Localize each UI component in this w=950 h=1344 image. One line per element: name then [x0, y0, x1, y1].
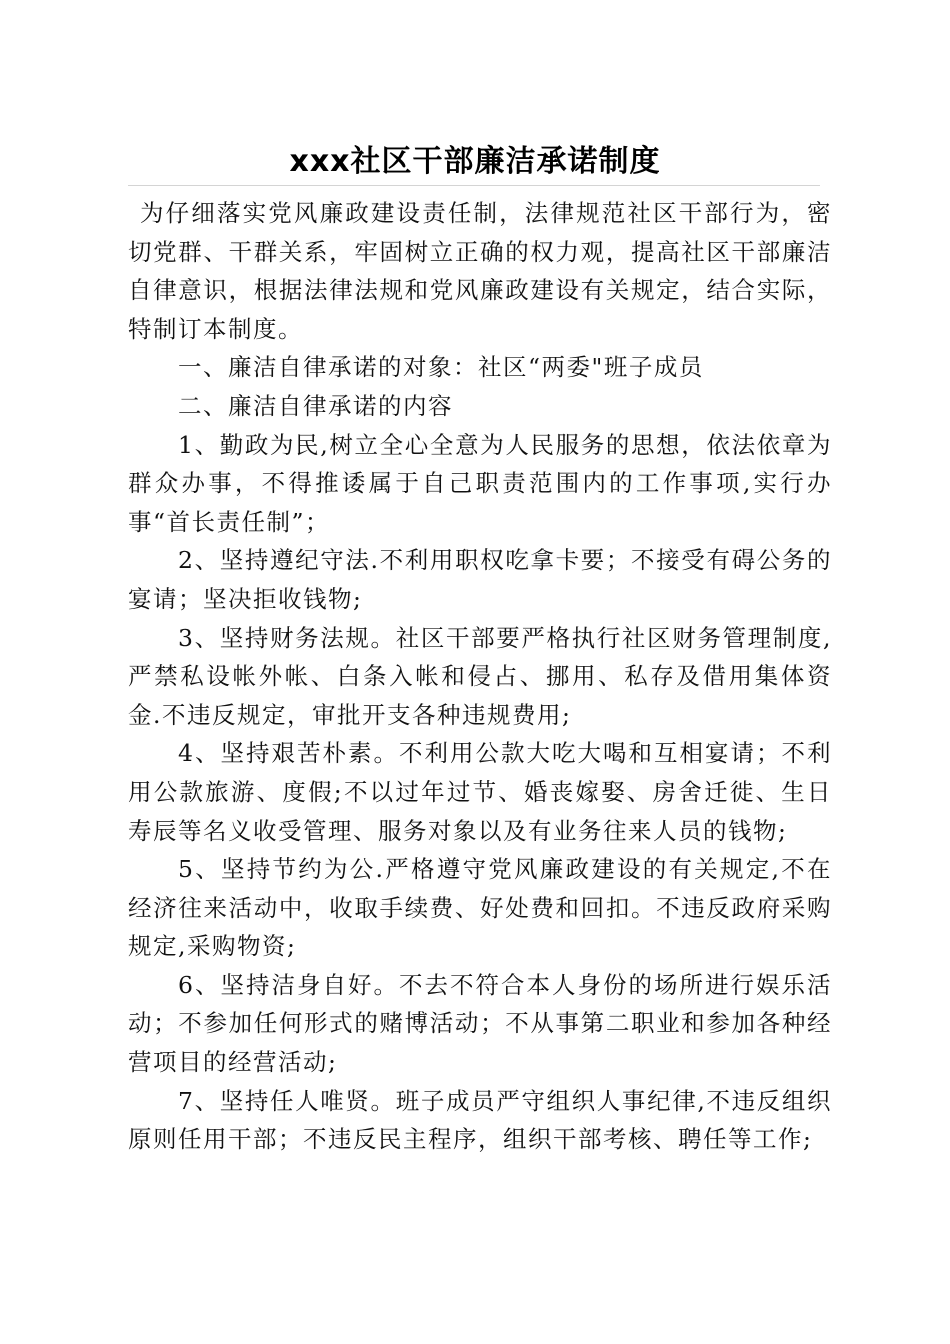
- clause-6: 6、坚持洁身自好。不去不符合本人身份的场所进行娱乐活动；不参加任何形式的赌博活动；不从事第二职业和参加各种经营项目的经营活动;: [128, 970, 832, 1077]
- clause-1: 1、勤政为民,树立全心全意为人民服务的思想，依法依章为群众办事，不得推诿属于自己职责范围内的工作事项,实行办事“首长责任制”；: [128, 430, 832, 536]
- document-title: xxx社区干部廉洁承诺制度: [289, 144, 661, 179]
- section-heading-1: 一、廉洁自律承诺的对象：社区“两委"班子成员: [178, 353, 704, 382]
- document-body: [128, 194, 832, 1159]
- clause-3: 3、坚持财务法规。社区干部要严格执行社区财务管理制度,严禁私设帐外帐、白条入帐和侵占、挪用、私存及借用集体资金.不违反规定，审批开支各种违规费用;: [128, 623, 832, 729]
- clause-4: 4、坚持艰苦朴素。不利用公款大吃大喝和互相宴请；不利用公款旅游、度假;不以过年过节、婚丧嫁娶、房舍迁徙、生日寿辰等名义收受管理、服务对象以及有业务往来人员的钱物;: [128, 739, 832, 845]
- section-heading-2: 二、廉洁自律承诺的内容: [178, 391, 453, 420]
- intro-paragraph: 为仔细落实党风廉政建设责任制，法律规范社区干部行为，密切党群、干群关系，牢固树立正确的权力观，提高社区干部廉洁自律意识，根据法律法规和党风廉政建设有关规定，结合实际，特制订本制度。: [128, 199, 832, 343]
- title-divider: [128, 185, 820, 186]
- clause-5: 5、坚持节约为公.严格遵守党风廉政建设的有关规定,不在经济往来活动中，收取手续费、好处费和回扣。不违反政府采购规定,采购物资;: [128, 855, 832, 961]
- clause-7: 7、坚持任人唯贤。班子成员严守组织人事纪律,不违反组织原则任用干部；不违反民主程序，组织干部考核、聘任等工作;: [128, 1086, 832, 1154]
- clause-2: 2、坚持遵纪守法.不利用职权吃拿卡要；不接受有碍公务的宴请；坚决拒收钱物;: [128, 546, 832, 613]
